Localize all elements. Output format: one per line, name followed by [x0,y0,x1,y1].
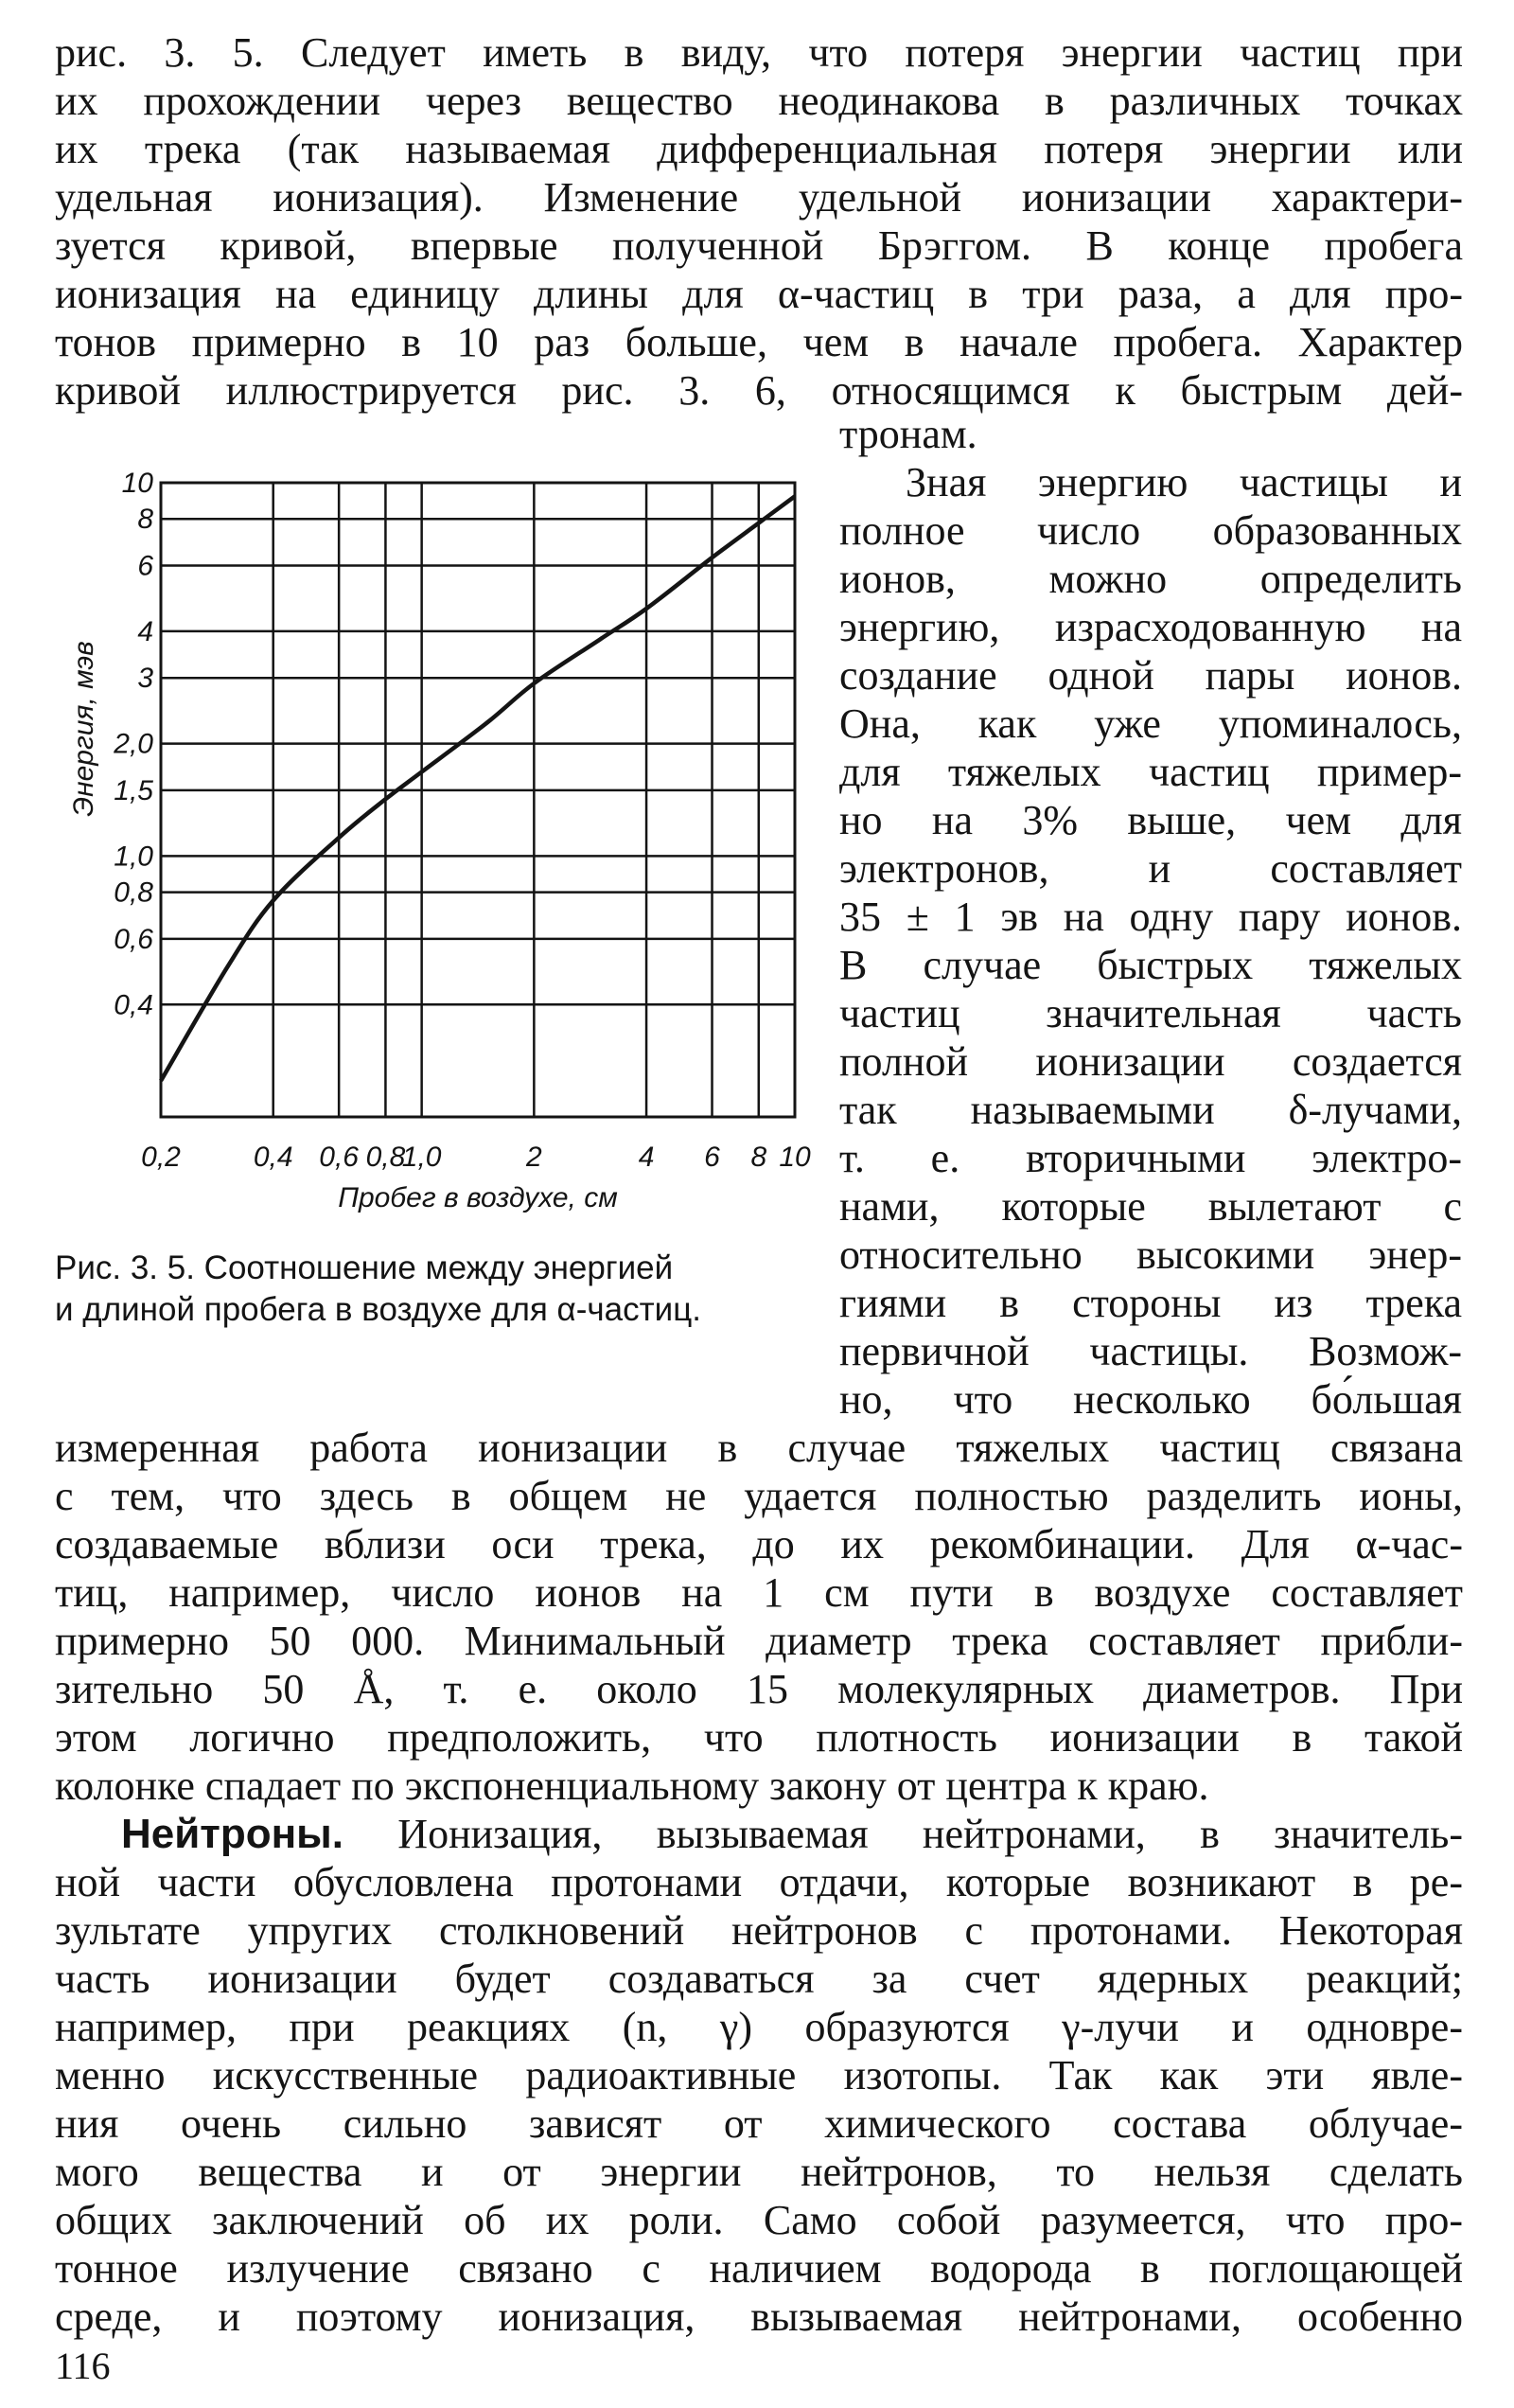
y-axis-label: Энергия, мэв [68,641,99,817]
middle-paragraph [55,1424,1463,1810]
neutrons-paragraph-line: зультате упругих столкновений нейтронов с протонами. Некоторая [55,1907,1463,1954]
top-paragraph [55,28,1463,415]
right-column-line: ионов, можно определить [839,556,1462,602]
right-column-line: Зная энергию частицы и [906,459,1462,505]
x-tick-label: 0,4 [253,1142,293,1173]
neutrons-first-line [55,1810,1463,1858]
x-tick-label: 8 [750,1142,767,1173]
right-column-line: но на 3% выше, чем для [839,797,1462,843]
right-column-line: создание одной пары ионов. [839,652,1462,699]
right-column-line: Она, как уже упоминалось, [839,700,1462,747]
chart-tick-labels [113,468,811,1173]
series-line-alpha [161,496,795,1081]
x-tick-label: 0,2 [141,1142,181,1173]
middle-paragraph-line: примерно 50 000. Минимальный диаметр трека составляет прибли- [55,1618,1463,1664]
neutrons-paragraph-line: ной части обусловлена протонами отдачи, которые возникают в ре- [55,1859,1463,1905]
middle-paragraph-line: с тем, что здесь в общем не удается полностью разделить ионы, [55,1473,1463,1519]
right-column-line: но, что несколько бо́льшая [839,1376,1462,1423]
right-column-text [839,410,1462,1424]
right-column-line: относительно высокими энер- [839,1231,1462,1278]
right-column-line: нами, которые вылетают с [839,1183,1462,1230]
right-column-line: так называемыми δ-лучами, [839,1087,1462,1133]
neutrons-first-line-text: Ионизация, вызываемая нейтронами, в значитель- [343,1811,1463,1857]
middle-paragraph-line: тиц, например, число ионов на 1 см пути в воздухе составляет [55,1569,1463,1616]
y-tick-label: 8 [137,504,153,536]
right-column-line: электронов, и составляет [839,845,1462,892]
x-tick-label: 1,0 [401,1142,442,1173]
right-column-line: энергию, израсходованную на [839,604,1462,650]
top-paragraph-line: тонов примерно в 10 раз больше, чем в начале пробега. Характер [55,319,1463,365]
middle-paragraph-line: колонке спадает по экспоненциальному закону от центра к краю. [55,1762,1209,1809]
y-tick-label: 6 [137,550,153,582]
x-tick-label: 6 [704,1142,720,1173]
right-column-line: тронам. [839,411,977,457]
right-column-line: т. е. вторичными электро- [839,1135,1462,1181]
page-number: 116 [55,2345,111,2387]
figure-chart [19,445,814,1226]
top-paragraph-line: их трека (так называемая дифференциальная потеря энергии или [55,126,1463,172]
top-paragraph-line: кривой иллюстрируется рис. 3. 6, относящимся к быстрым дей- [55,367,1463,414]
y-tick-label: 1,0 [114,841,153,873]
middle-paragraph-line: этом логично предположить, что плотность ионизации в такой [55,1714,1463,1761]
neutrons-paragraph-line: общих заключений об их роли. Само собой разумеется, что про- [55,2197,1463,2243]
right-column-line: частиц значительная часть [839,990,1462,1036]
figure-caption [55,1248,793,1331]
x-axis-label: Пробег в воздухе, см [338,1182,618,1213]
neutrons-paragraph-line: например, при реакциях (n, γ) образуются γ-лучи и одновре- [55,2004,1463,2050]
neutrons-paragraph-line: тонное излучение связано с наличием водорода в поглощающей [55,2245,1463,2292]
caption-line: и длиной пробега в воздухе для α-частиц. [55,1291,701,1328]
x-tick-label: 0,6 [319,1142,360,1173]
right-column-line: первичной частицы. Возмож- [839,1328,1462,1374]
energy-range-chart [19,445,814,1221]
top-paragraph-line: ионизация на единицу длины для α-частиц в три раза, а для про- [55,271,1463,317]
right-column-line: полной ионизации создается [839,1038,1462,1085]
y-tick-label: 0,4 [114,989,153,1021]
right-column-line: полное число образованных [839,507,1462,554]
y-tick-label: 3 [137,663,153,695]
right-column-line: 35 ± 1 эв на одну пару ионов. [839,894,1462,940]
x-tick-label: 0,8 [365,1142,406,1173]
top-paragraph-line: удельная ионизация). Изменение удельной ионизации характери- [55,174,1463,221]
caption-line: Рис. 3. 5. Соотношение между энергией [55,1249,674,1286]
chart-grid [161,483,795,1117]
right-column-line: В случае быстрых тяжелых [839,942,1462,988]
neutrons-paragraph-line: среде, и поэтому ионизация, вызываемая нейтронами, особенно [55,2293,1463,2340]
neutrons-paragraph-line: мого вещества и от энергии нейтронов, то нельзя сделать [55,2149,1463,2195]
x-tick-label: 4 [638,1142,655,1173]
y-tick-label: 1,5 [114,774,153,806]
neutrons-paragraph-line: ния очень сильно зависят от химического состава облучае- [55,2100,1463,2147]
neutrons-heading: Нейтроны. [121,1811,343,1857]
x-tick-label: 10 [779,1142,811,1173]
middle-paragraph-line: создаваемые вблизи оси трека, до их рекомбинации. Для α-час- [55,1521,1463,1567]
y-tick-label: 10 [121,468,153,499]
y-tick-label: 2,0 [114,728,153,760]
middle-paragraph-line: измеренная работа ионизации в случае тяжелых частиц связана [55,1425,1463,1471]
y-tick-label: 0,8 [114,876,153,909]
y-tick-label: 0,6 [114,923,153,955]
x-tick-label: 2 [526,1142,542,1173]
top-paragraph-line: рис. 3. 5. Следует иметь в виду, что потеря энергии частиц при [55,29,1463,76]
chart-frame [161,483,795,1117]
neutrons-paragraph-line: часть ионизации будет создаваться за счет ядерных реакций; [55,1956,1463,2002]
right-column-line: гиями в стороны из трека [839,1280,1462,1326]
right-column-line: для тяжелых частиц пример- [839,749,1462,795]
y-tick-label: 4 [137,615,153,647]
middle-paragraph-line: зительно 50 Å, т. е. около 15 молекулярных диаметров. При [55,1666,1463,1712]
chart-series [161,496,795,1081]
neutrons-paragraph-line: менно искусственные радиоактивные изотопы. Так как эти явле- [55,2052,1463,2098]
top-paragraph-line: их прохождении через вещество неодинакова в различных точках [55,78,1463,124]
top-paragraph-line: зуется кривой, впервые полученной Брэггом. В конце пробега [55,222,1463,269]
neutrons-paragraph [55,1810,1463,2341]
